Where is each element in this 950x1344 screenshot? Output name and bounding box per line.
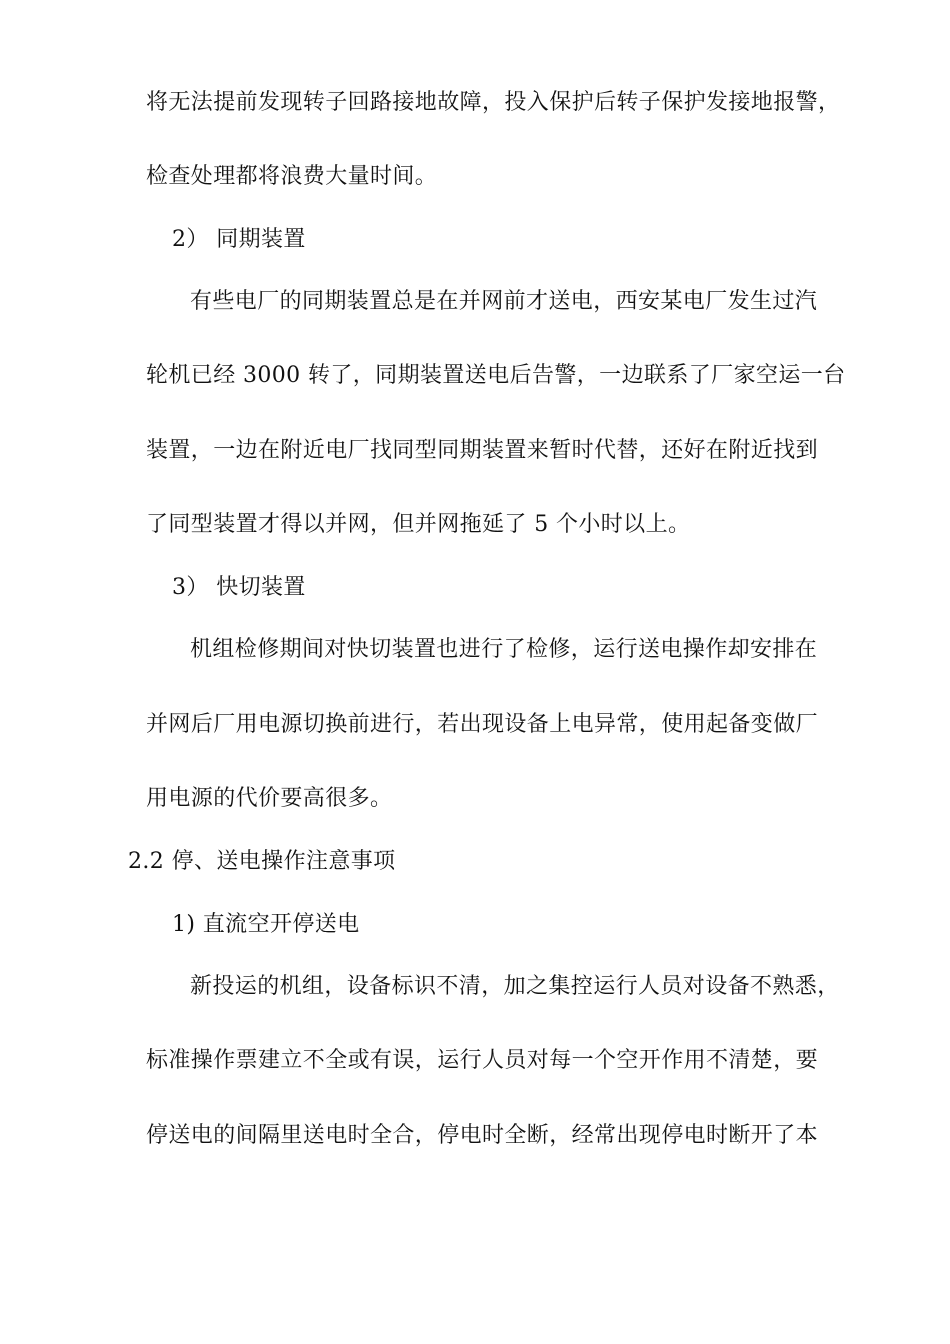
section-heading: 2.2 停、送电操作注意事项 [128,849,396,874]
paragraph-line: 停送电的间隔里送电时全合，停电时全断，经常出现停电时断开了本 [146,1123,819,1148]
paragraph-line: 标准操作票建立不全或有误，运行人员对每一个空开作用不清楚，要 [146,1048,819,1073]
paragraph-line: 了同型装置才得以并网，但并网拖延了 5 个小时以上。 [146,512,691,537]
subsection-heading: 2） 同期装置 [172,227,306,252]
paragraph-line: 轮机已经 3000 转了，同期装置送电后告警，一边联系了厂家空运一台 [146,363,846,388]
paragraph-line: 并网后厂用电源切换前进行，若出现设备上电异常，使用起备变做厂 [146,712,819,737]
paragraph-line: 检查处理都将浪费大量时间。 [146,164,438,189]
subsection-heading: 3） 快切装置 [172,575,306,600]
paragraph-line: 将无法提前发现转子回路接地故障，投入保护后转子保护发接地报警， [146,90,841,115]
paragraph-line: 有些电厂的同期装置总是在并网前才送电，西安某电厂发生过汽 [190,289,818,314]
paragraph-line: 新投运的机组，设备标识不清，加之集控运行人员对设备不熟悉， [190,974,840,999]
paragraph-line: 装置，一边在附近电厂找同型同期装置来暂时代替，还好在附近找到 [146,438,819,463]
subsection-heading: 1) 直流空开停送电 [172,912,360,937]
paragraph-line: 用电源的代价要高很多。 [146,786,393,811]
paragraph-line: 机组检修期间对快切装置也进行了检修，运行送电操作却安排在 [190,637,818,662]
